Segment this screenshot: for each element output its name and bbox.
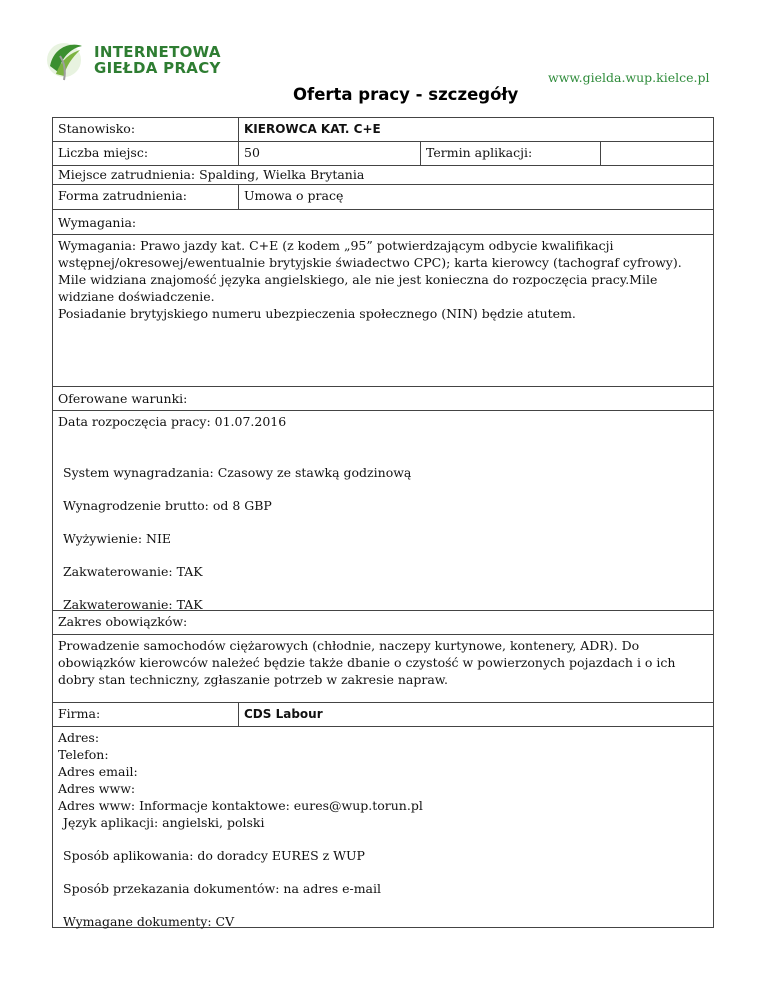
row-miejsce bbox=[53, 166, 713, 185]
row-wymagania bbox=[53, 235, 713, 387]
row-warunki-label bbox=[53, 387, 713, 411]
wymagania-label: Wymagania: bbox=[58, 215, 137, 230]
forma-label: Forma zatrudnienia: bbox=[53, 185, 239, 209]
liczba-value: 50 bbox=[239, 142, 421, 165]
warunki-zakwaterowanie-1: Zakwaterowanie: TAK bbox=[63, 564, 203, 579]
telefon-text: Telefon: bbox=[58, 747, 109, 762]
page-title: Oferta pracy - szczegóły bbox=[293, 85, 519, 104]
termin-label: Termin aplikacji: bbox=[421, 142, 601, 165]
firma-value: CDS Labour bbox=[244, 707, 323, 721]
miejsce-text: Miejsce zatrudnienia: Spalding, Wielka Brytania bbox=[58, 167, 365, 182]
przekazanie-text: Sposób przekazania dokumentów: na adres e-mail bbox=[63, 881, 382, 896]
row-liczba bbox=[53, 142, 713, 166]
warunki-wyzywienie: Wyżywienie: NIE bbox=[63, 531, 172, 546]
row-firma bbox=[53, 703, 713, 727]
wymagania-text-2: Posiadanie brytyjskiego numeru ubezpieczenia społecznego (NIN) będzie atutem. bbox=[58, 306, 576, 321]
warunki-section bbox=[53, 411, 713, 610]
dokumenty-text: Wymagane dokumenty: CV bbox=[63, 914, 235, 929]
www-text: Adres www: bbox=[58, 781, 136, 796]
logo-text: INTERNETOWA GIEŁDA PRACY bbox=[94, 43, 221, 77]
row-warunki bbox=[53, 411, 713, 611]
warunki-label: Oferowane warunki: bbox=[58, 391, 188, 406]
kontakt-section bbox=[53, 727, 713, 927]
stanowisko-label: Stanowisko: bbox=[53, 118, 239, 141]
forma-value: Umowa o pracę bbox=[244, 188, 344, 203]
row-zakres-label bbox=[53, 611, 713, 635]
row-kontakt bbox=[53, 727, 713, 927]
jezyk-text: Język aplikacji: angielski, polski bbox=[63, 815, 265, 830]
row-wymagania-label bbox=[53, 210, 713, 235]
wymagania-text: Wymagania: Prawo jazdy kat. C+E (z kodem „95” potwierdzającym odbycie kwalifikacji wstępnej/okresowej/ewentualnie brytyjskie świadectwo CPC); karta kierowcy (tachograf cyfrowy). Mile widziana znajomość języka angielskiego, ale nie jest konieczna do rozpoczęcia pracy.Mile widziane doświadczenie. bbox=[58, 238, 682, 304]
row-zakres bbox=[53, 635, 713, 703]
kontakt-text: Adres www: Informacje kontaktowe: eures@wup.torun.pl bbox=[58, 798, 423, 813]
warunki-zakwaterowanie-2: Zakwaterowanie: TAK bbox=[63, 597, 203, 612]
termin-value bbox=[601, 142, 713, 165]
offer-table bbox=[52, 117, 714, 928]
firma-label: Firma: bbox=[53, 703, 239, 726]
warunki-start: Data rozpoczęcia pracy: 01.07.2016 bbox=[58, 414, 287, 429]
sposob-text: Sposób aplikowania: do doradcy EURES z WUP bbox=[63, 848, 365, 863]
zakres-label: Zakres obowiązków: bbox=[58, 614, 188, 629]
liczba-label: Liczba miejsc: bbox=[53, 142, 239, 165]
adres-text: Adres: bbox=[58, 730, 100, 745]
wymagania-section bbox=[53, 235, 713, 386]
row-forma bbox=[53, 185, 713, 210]
site-url[interactable]: www.gielda.wup.kielce.pl bbox=[548, 70, 710, 85]
zakres-text: Prowadzenie samochodów ciężarowych (chłodnie, naczepy kurtynowe, kontenery, ADR). Do obowiązków kierowców należeć będzie także dbanie o czystość w powierzonych pojazdach i o ich dobry stan techniczny, zgłaszanie potrzeb w zakresie napraw. bbox=[58, 638, 676, 687]
stanowisko-value: KIEROWCA KAT. C+E bbox=[244, 122, 381, 136]
warunki-system: System wynagradzania: Czasowy ze stawką godzinową bbox=[63, 465, 412, 480]
row-stanowisko bbox=[53, 118, 713, 142]
warunki-wynagrodzenie: Wynagrodzenie brutto: od 8 GBP bbox=[63, 498, 272, 513]
email-text: Adres email: bbox=[58, 764, 138, 779]
